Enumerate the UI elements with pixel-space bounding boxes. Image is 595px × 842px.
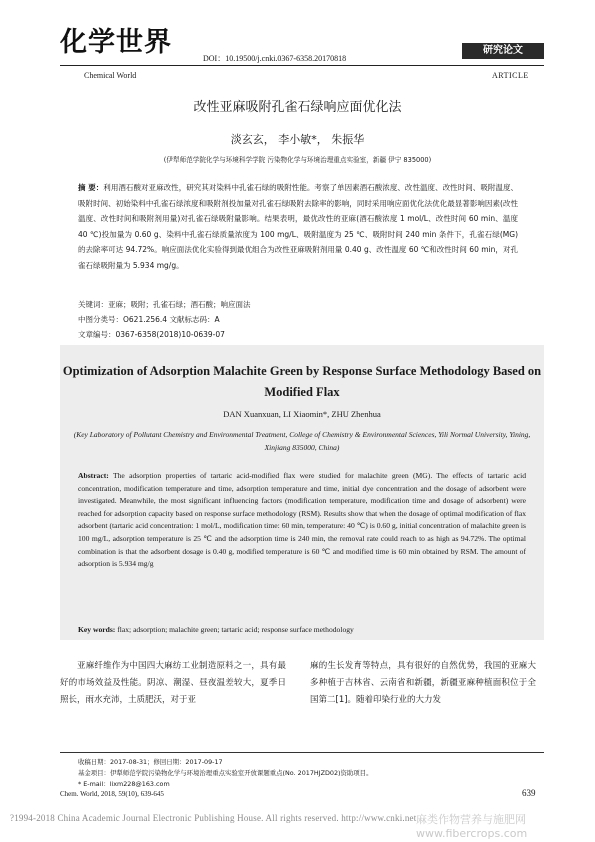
journal-name-en: Chemical World bbox=[84, 71, 137, 80]
copyright-line: ?1994-2018 China Academic Journal Electronic Publishing House. All rights reserved. http://www.cnki.net bbox=[10, 813, 417, 823]
doi: DOI：10.19500/j.cnki.0367-6358.20170818 bbox=[203, 54, 347, 63]
body-text-right: 麻的生长发育等特点，具有很好的自然优势，我国的亚麻大多种植于吉林省、云南省和新疆，新疆亚麻种植面积位于全国第二[1]。随着印染行业的大力发 bbox=[310, 661, 536, 706]
footnote-rule bbox=[60, 752, 544, 753]
paper-title-cn: 改性亚麻吸附孔雀石绿响应面优化法 bbox=[193, 100, 402, 115]
affiliation-en: (Key Laboratory of Pollutant Chemistry and Environmental Treatment, College of Chemistry & Environmental Sciences, Yili Normal University, Yining, Xinjiang 835000, China) bbox=[73, 430, 531, 452]
abstract-text-en: The adsorption properties of tartaric acid-modified flax were studied for malachite green (MG). The effects of tartaric acid concentration, modification temperature and time, adsorption temperature and time, initial dye concentration and the dosage of adsorbent were investigated. Meanwhile, the most significant influencing factors (modification temperature, modification time and dosage of adsorbent) were reached for adsorption capacity based on response surface methodology (RSM). Results show that when the dosage of optimal modification of flax adsorbent (tartaric acid concentration: 1 mol/L, modification time: 60 min, temperature: 40 ℃) is 0.60 g, initial concentration of malachite green is 100 mg/L, adsorption temperature is 25 ℃ and the adsorption time is 240 min, the removal rate could reach to as high as 94.72%. The optimal combination is that the adsorbent dosage is 0.40 g, modified temperature is 60 ℃ and modified time is 60 min obtained by RSM. The amount of adsorption is 5.934 mg/g bbox=[78, 471, 526, 569]
article-number: 文章编号：0367-6358(2018)10-0639-07 bbox=[78, 330, 225, 339]
journal-name-cn: 化学世界 bbox=[60, 27, 172, 58]
abstract-label-cn: 摘 要： bbox=[78, 183, 104, 192]
footnote-email: * E-mail：lixm228@163.com bbox=[78, 780, 170, 788]
header-rule bbox=[60, 65, 544, 66]
abstract-cn bbox=[78, 180, 518, 274]
keywords-cn: 关键词：亚麻；吸附；孔雀石绿；酒石酸；响应面法 bbox=[78, 300, 251, 309]
watermark: 麻类作物营养与施肥网 www.fibercrops.com bbox=[416, 813, 528, 840]
authors-en: DAN Xuanxuan, LI Xiaomin*, ZHU Zhenhua bbox=[223, 409, 381, 419]
abstract-en bbox=[78, 470, 526, 571]
authors-cn: 淡玄玄， 李小敏*， 朱振华 bbox=[230, 133, 365, 146]
page-number: 639 bbox=[522, 788, 536, 798]
column-badge: 研究论文 bbox=[462, 43, 544, 59]
keywords-en bbox=[78, 625, 526, 634]
paper-title-en: Optimization of Adsorption Malachite Green by Response Surface Methodology Based on Modified Flax bbox=[62, 364, 542, 399]
clc-number: 中图分类号：O621.256.4 文献标志码：A bbox=[78, 315, 220, 324]
abstract-label-en: Abstract: bbox=[78, 471, 109, 480]
keywords-label-en: Key words: bbox=[78, 625, 116, 634]
footnote-fund: 基金项目：伊犁师范学院污染物化学与环境治理重点实验室开放课题重点(No. 2017HJZD02)资助项目。 bbox=[78, 769, 373, 777]
keywords-text-en: flax; adsorption; malachite green; tartaric acid; response surface methodology bbox=[117, 625, 354, 634]
column-en: ARTICLE bbox=[492, 71, 529, 80]
body-text-left: 亚麻纤维作为中国四大麻纺工业制造原料之一，具有最好的市场效益及性能。阴凉、潮湿、昼夜温差较大，夏季日照长，雨水充沛，土质肥沃，对于亚 bbox=[60, 661, 286, 706]
abstract-text-cn: 利用酒石酸对亚麻改性，研究其对染料中孔雀石绿的吸附性能。考察了单因素酒石酸浓度、改性温度、改性时间、吸附温度、吸附时间、初始染料中孔雀石绿浓度和吸附剂投加量对孔雀石绿吸附去除率的影响，同时采用响应面优化法优化最显著影响因素(改性温度、改性时间和吸附剂用量)对孔雀石绿吸附量影响。结果表明，最优改性的亚麻(酒石酸浓度 1 mol/L、改性时间 60 min、温度 40 ℃)投加量为 0.60 g、染料中孔雀石绿质量浓度为 100 mg/L、吸附温度为 25 ℃、吸附时间 240 min 条件下，孔雀石绿(MG)的去除率可达 94.72%。响应面法优化实验得到最优组合为改性亚麻吸附剂用量 0.40 g、改性温度 60 ℃和改性时间 60 min，对孔雀石绿吸附量为 5.934 mg/g。 bbox=[78, 183, 518, 270]
affiliation-cn: (伊犁师范学院化学与环境科学学院 污染物化学与环境治理重点实验室，新疆 伊宁 835000) bbox=[163, 156, 432, 164]
citation-footer: Chem. World, 2018, 59(10), 639-645 bbox=[60, 790, 164, 798]
footnote-received: 收稿日期：2017-08-31；修回日期：2017-09-17 bbox=[78, 758, 223, 766]
